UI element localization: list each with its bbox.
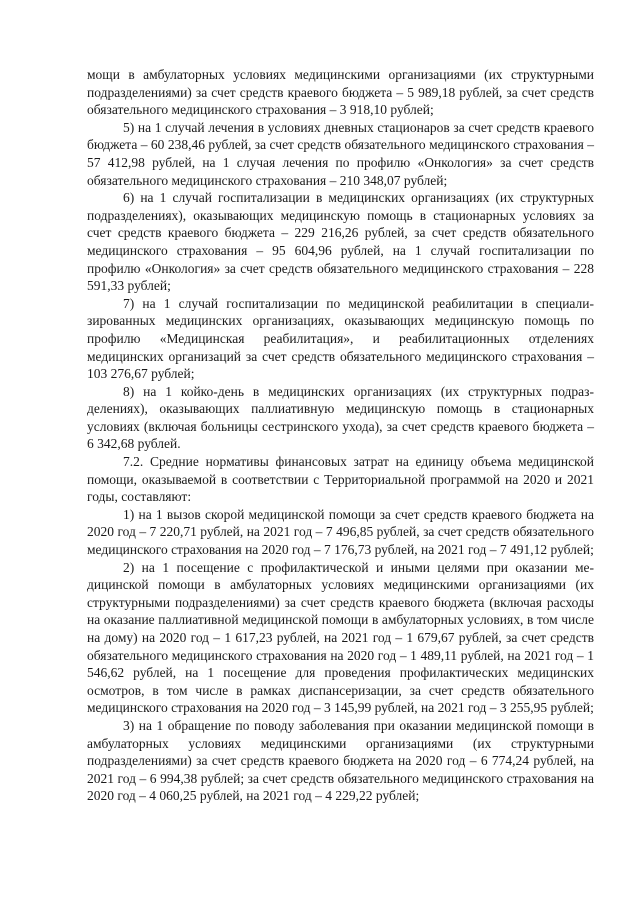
paragraph-item-3: 3) на 1 обращение по поводу заболевания при оказании медицинской помощи в амбулаторных условиях медицинскими организациями (их структурными подразделениями) за счет средств краевого бюджета на 2020 год – 6 774,24 рублей, на 2021 год – 6 994,38 рублей; за счет средств обязательного медицинского страхования на 2020 год – 4 060,25 рублей, на 2021 год – 4 229,22 рублей; <box>87 717 594 804</box>
paragraph-item-7: 7) на 1 случай госпитализации по медицинской реабилитации в специализированных медицинских организациях, оказывающих медицинскую помощь по профилю «Медицинская реабилитация», и реабилитационных отделениях медицинских организаций за счет средств обязательного медицинского страхования – 103 276,67 рублей; <box>87 295 594 382</box>
paragraph-item-6: 6) на 1 случай госпитализации в медицинских организациях (их структурных подразделениях), оказывающих медицинскую помощь в стационарных условиях за счет средств краевого бюджета – 229 216,26 рублей, за счет средств обязательного медицинского страхования – 95 604,96 рублей, на 1 случай госпитализации по профилю «Онкология» за счет средств обязательного медицинского страхования – 228 591,33 рублей; <box>87 190 594 294</box>
paragraph-item-5: 5) на 1 случай лечения в условиях дневных стационаров за счет средств краевого бюджета – 60 238,46 рублей, за счет средств обязательного медицинского страхования – 57 412,98 рублей, на 1 случая лечения по профилю «Онкология» за счет средств обязательного медицинского страхования – 210 348,07 рублей; <box>87 119 594 188</box>
paragraph-section-7-2: 7.2. Средние нормативы финансовых затрат на единицу объема медицинской помощи, оказываемой в соответствии с Территориальной программой на 2020 и 2021 годы, составляют: <box>87 454 594 505</box>
document-body <box>87 66 594 805</box>
paragraph-item-1: 1) на 1 вызов скорой медицинской помощи за счет средств краевого бюджета на 2020 год – 7 220,71 рублей, на 2021 год – 7 496,85 рублей, за счет средств обязательного медицинского страхования на 2020 год – 7 176,73 рублей, на 2021 год – 7 491,12 рублей; <box>87 506 594 558</box>
paragraph-continuation: мощи в амбулаторных условиях медицинскими организациями (их структурными подразделениями) за счет средств краевого бюджета – 5 989,18 рублей, за счет средств обязательного медицинского страхования – 3 918,10 рублей; <box>87 67 594 118</box>
paragraph-item-8: 8) на 1 койко-день в медицинских организациях (их структурных подразделениях), оказывающих паллиативную медицинскую помощь в стационарных условиях (включая больницы сестринского ухода), за счет средств краевого бюджета – 6 342,68 рублей. <box>87 383 594 452</box>
paragraph-item-2: 2) на 1 посещение с профилактической и иными целями при оказании медицинской помощи в амбулаторных условиях медицинскими организациями (их структурными подразделениями) за счет средств краевого бюджета (включая расходы на оказание паллиативной медицинской помощи в амбулаторных условиях, в том числе на дому) на 2020 год – 1 617,23 рублей, на 2021 год – 1 679,67 рублей, за счет средств обязательного медицинского страхования на 2020 год – 1 489,11 рублей, на 2021 год – 1 546,62 рублей, на 1 посещение для проведения профилактических медицинских осмотров, в том числе в рамках диспансеризации, за счет средств обязательного медицинского страхования на 2020 год – 3 145,99 рублей, на 2021 год – 3 255,95 рублей; <box>87 559 594 716</box>
